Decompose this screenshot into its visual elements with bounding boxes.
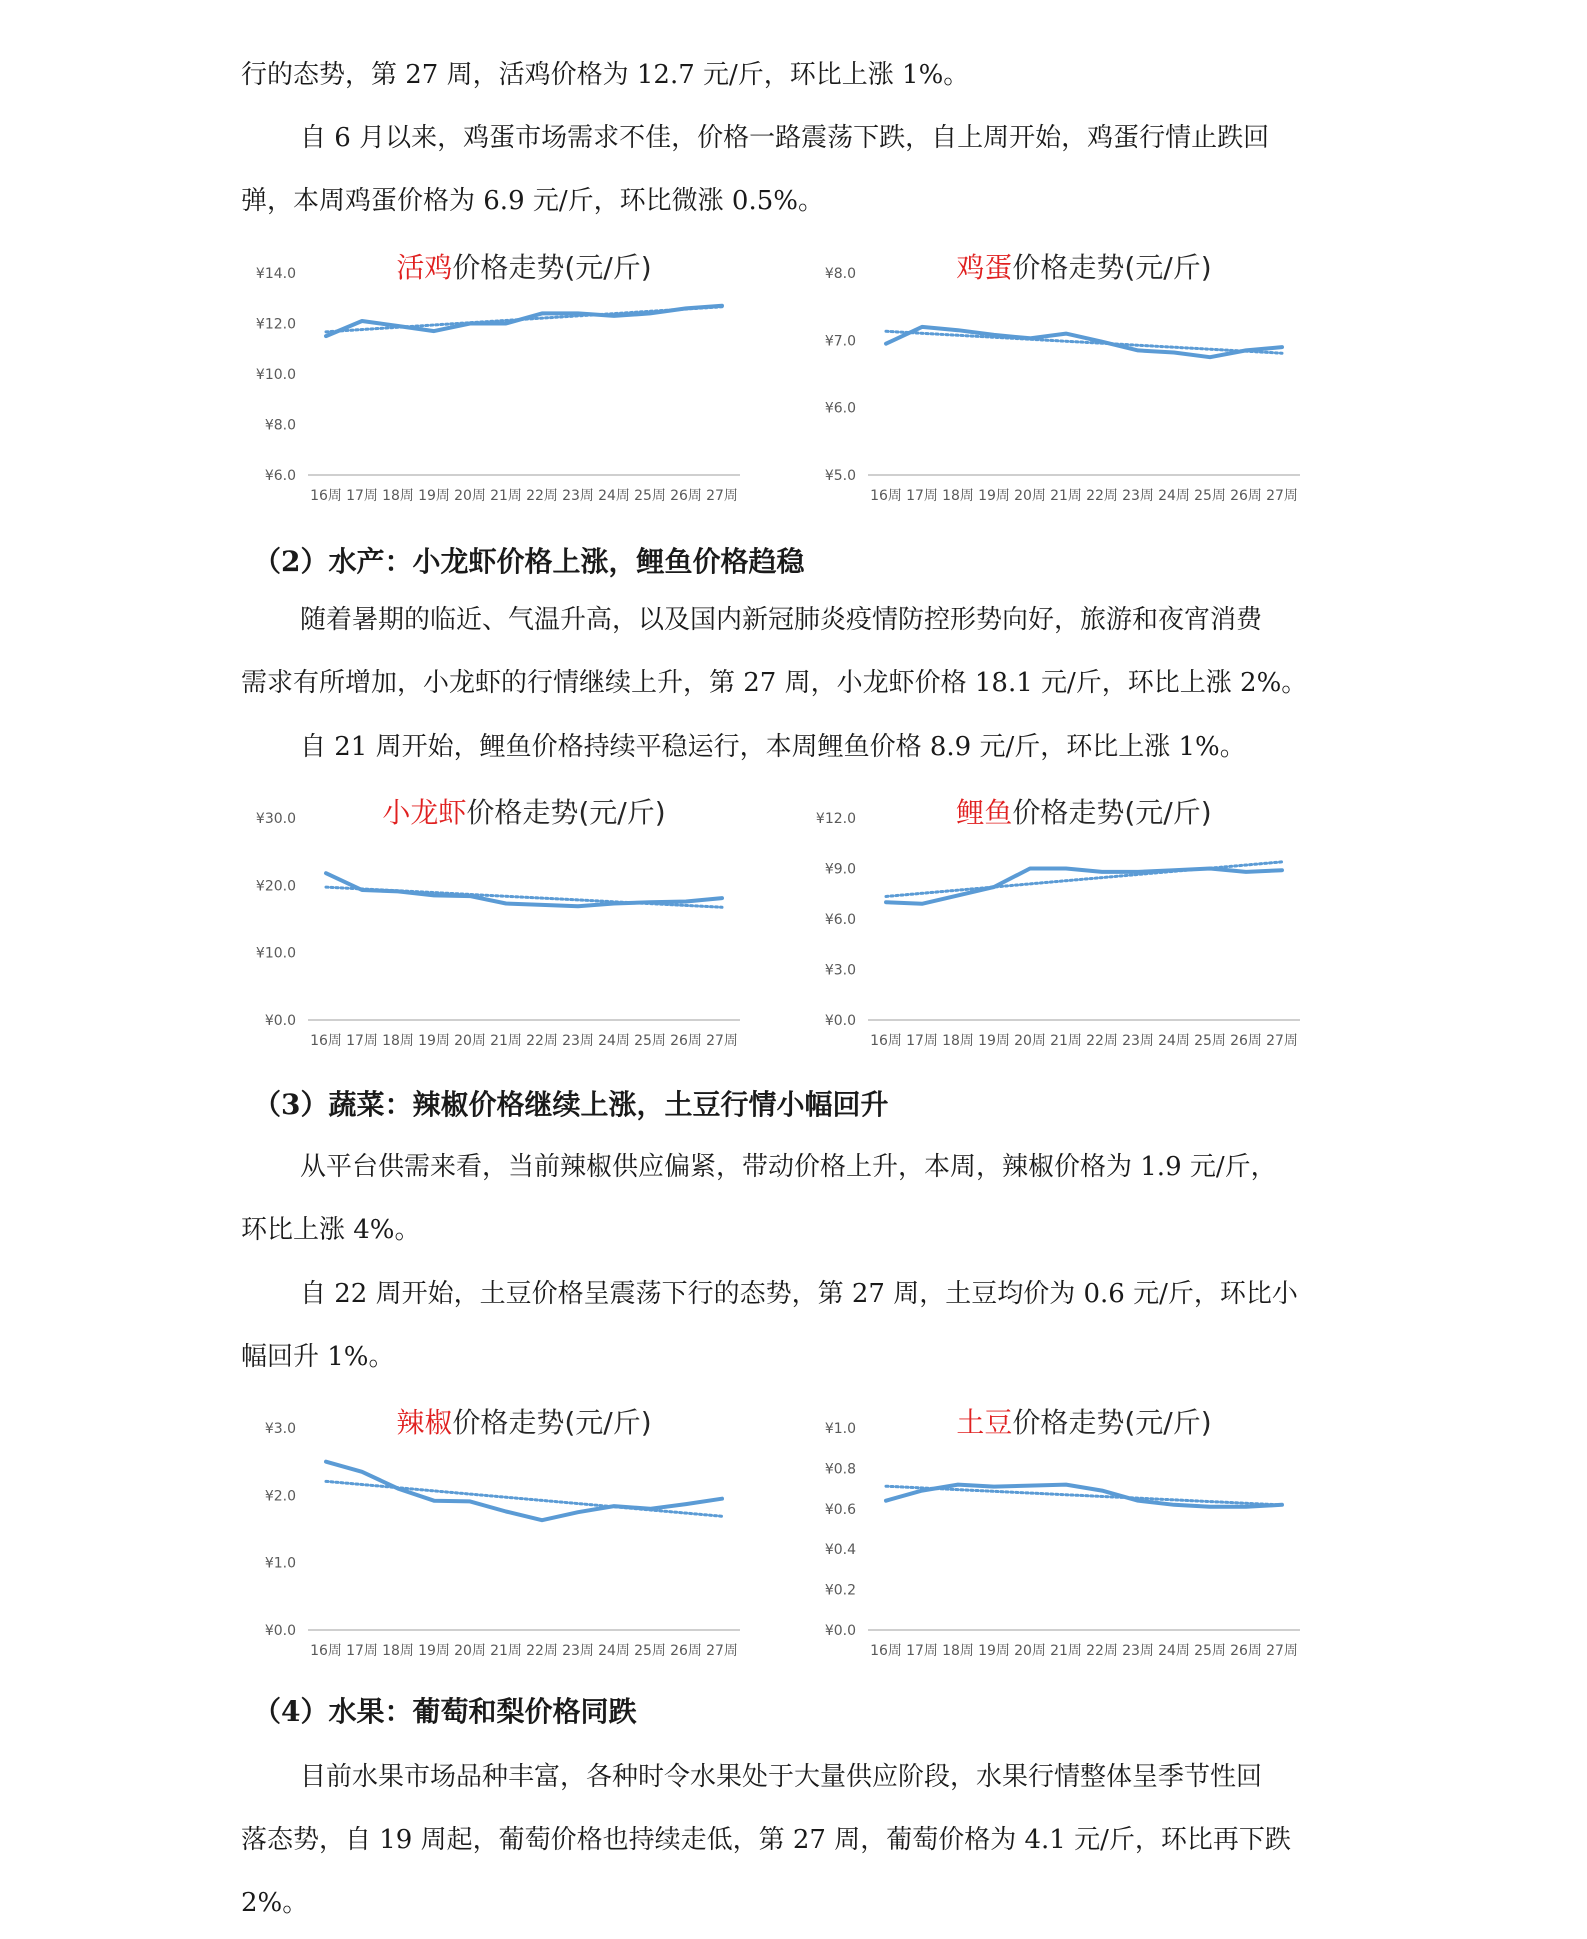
x-tick-label: 26周: [1230, 1643, 1262, 1659]
chart-title-highlight: 活鸡: [396, 251, 453, 284]
x-tick-label: 27周: [1266, 1643, 1298, 1659]
x-tick-label: 25周: [634, 488, 666, 504]
x-tick-label: 16周: [870, 1643, 902, 1659]
x-tick-label: 22周: [526, 488, 558, 504]
x-tick-label: 25周: [634, 1033, 666, 1049]
chart-title: [956, 796, 1211, 829]
y-tick-label: ¥0.8: [824, 1461, 856, 1478]
text-line: 需求有所增加，小龙虾的行情继续上升，第 27 周，小龙虾价格 18.1 元/斤，环比上涨 2%。: [241, 668, 1308, 698]
x-tick-label: 23周: [1122, 1033, 1154, 1049]
x-tick-label: 19周: [978, 1033, 1010, 1049]
y-tick-label: ¥1.0: [824, 1421, 856, 1437]
chart-eggs: [800, 245, 1320, 520]
x-tick-label: 22周: [1086, 1033, 1118, 1049]
x-tick-label: 22周: [1086, 1643, 1118, 1659]
x-tick-label: 22周: [1086, 488, 1118, 504]
chart-live-chicken: [240, 245, 760, 520]
text-line: 落态势，自 19 周起，葡萄价格也持续走低，第 27 周，葡萄价格为 4.1 元/斤，环比再下跌: [241, 1825, 1291, 1855]
data-series-line: [886, 869, 1282, 904]
x-tick-label: 21周: [490, 1033, 522, 1049]
x-tick-label: 19周: [418, 1033, 450, 1049]
y-tick-label: ¥6.0: [824, 400, 856, 417]
chart-title-highlight: 鲤鱼: [956, 796, 1013, 829]
chart-title-rest: 价格走势(元/斤): [1012, 796, 1212, 829]
x-tick-label: 20周: [454, 488, 486, 504]
x-tick-label: 17周: [906, 1643, 938, 1659]
y-tick-label: ¥1.0: [264, 1555, 296, 1572]
x-tick-label: 21周: [1050, 1643, 1082, 1659]
chart-title-rest: 价格走势(元/斤): [1012, 1406, 1212, 1439]
y-tick-label: ¥30.0: [255, 811, 296, 827]
trendline: [886, 862, 1282, 897]
x-tick-label: 23周: [1122, 488, 1154, 504]
x-tick-label: 20周: [1014, 1033, 1046, 1049]
x-tick-label: 26周: [670, 1643, 702, 1659]
x-tick-label: 24周: [1158, 1643, 1190, 1659]
y-tick-label: ¥0.6: [824, 1501, 856, 1518]
x-tick-label: 20周: [1014, 1643, 1046, 1659]
x-tick-label: 16周: [310, 488, 342, 504]
x-tick-label: 24周: [598, 1643, 630, 1659]
trendline: [326, 1481, 722, 1516]
x-tick-label: 20周: [454, 1643, 486, 1659]
x-tick-label: 24周: [1158, 1033, 1190, 1049]
y-tick-label: ¥0.2: [824, 1582, 856, 1599]
chart-title: [956, 251, 1211, 284]
x-tick-label: 27周: [1266, 1033, 1298, 1049]
x-tick-label: 18周: [942, 1033, 974, 1049]
x-tick-label: 25周: [1194, 1643, 1226, 1659]
x-tick-label: 23周: [562, 1643, 594, 1659]
x-tick-label: 21周: [1050, 1033, 1082, 1049]
y-tick-label: ¥12.0: [815, 811, 856, 827]
x-tick-label: 21周: [490, 488, 522, 504]
x-tick-label: 27周: [706, 1033, 738, 1049]
chart-title-highlight: 鸡蛋: [956, 251, 1013, 284]
y-tick-label: ¥0.0: [264, 1013, 296, 1029]
x-tick-label: 17周: [346, 1033, 378, 1049]
chart-title-highlight: 小龙虾: [382, 796, 467, 829]
y-tick-label: ¥0.0: [824, 1623, 856, 1639]
x-tick-label: 17周: [346, 1643, 378, 1659]
chart-title-rest: 价格走势(元/斤): [452, 1406, 652, 1439]
trendline: [886, 331, 1282, 353]
y-tick-label: ¥3.0: [264, 1421, 296, 1437]
y-tick-label: ¥2.0: [264, 1488, 296, 1505]
x-tick-label: 25周: [1194, 488, 1226, 504]
x-tick-label: 18周: [382, 1033, 414, 1049]
x-tick-label: 27周: [1266, 488, 1298, 504]
section-heading-fruits: （4）水果：葡萄和梨价格同跌: [253, 1695, 637, 1728]
x-tick-label: 19周: [978, 488, 1010, 504]
x-tick-label: 24周: [598, 488, 630, 504]
x-tick-label: 17周: [906, 488, 938, 504]
x-tick-label: 18周: [942, 1643, 974, 1659]
text-line: 目前水果市场品种丰富，各种时令水果处于大量供应阶段，水果行情整体呈季节性回: [300, 1762, 1263, 1792]
x-tick-label: 16周: [870, 488, 902, 504]
data-series-line: [326, 306, 722, 336]
x-tick-label: 17周: [906, 1033, 938, 1049]
y-tick-label: ¥12.0: [255, 316, 296, 333]
x-tick-label: 27周: [706, 488, 738, 504]
y-tick-label: ¥0.0: [824, 1013, 856, 1029]
section-heading-vegetables: （3）蔬菜：辣椒价格继续上涨，土豆行情小幅回升: [253, 1088, 889, 1121]
x-tick-label: 21周: [490, 1643, 522, 1659]
y-tick-label: ¥20.0: [255, 878, 296, 895]
text-line: 环比上涨 4%。: [241, 1215, 421, 1245]
x-tick-label: 18周: [942, 488, 974, 504]
x-tick-label: 16周: [310, 1033, 342, 1049]
y-tick-label: ¥3.0: [824, 962, 856, 979]
x-tick-label: 24周: [598, 1033, 630, 1049]
x-tick-label: 18周: [382, 1643, 414, 1659]
chart-title: [382, 796, 665, 829]
y-tick-label: ¥9.0: [824, 861, 856, 878]
x-tick-label: 26周: [670, 488, 702, 504]
chart-title: [396, 251, 651, 284]
chart-title-highlight: 土豆: [956, 1406, 1013, 1439]
text-line: 自 22 周开始，土豆价格呈震荡下行的态势，第 27 周，土豆均价为 0.6 元/斤，环比小: [300, 1279, 1298, 1309]
x-tick-label: 25周: [1194, 1033, 1226, 1049]
y-tick-label: ¥8.0: [264, 417, 296, 434]
chart-chili: [240, 1400, 760, 1675]
chart-title-rest: 价格走势(元/斤): [466, 796, 666, 829]
y-tick-label: ¥8.0: [824, 266, 856, 282]
chart-crayfish: [240, 790, 760, 1065]
data-series-line: [326, 873, 722, 906]
y-tick-label: ¥7.0: [824, 333, 856, 350]
y-tick-label: ¥10.0: [255, 367, 296, 383]
x-tick-label: 21周: [1050, 488, 1082, 504]
x-tick-label: 19周: [978, 1643, 1010, 1659]
x-tick-label: 23周: [562, 488, 594, 504]
y-tick-label: ¥14.0: [255, 266, 296, 282]
text-line: 幅回升 1%。: [241, 1342, 395, 1372]
text-line: 从平台供需来看，当前辣椒供应偏紧，带动价格上升，本周，辣椒价格为 1.9 元/斤，: [300, 1152, 1277, 1182]
y-tick-label: ¥10.0: [255, 945, 296, 962]
x-tick-label: 19周: [418, 488, 450, 504]
x-tick-label: 23周: [1122, 1643, 1154, 1659]
y-tick-label: ¥0.4: [824, 1542, 856, 1559]
x-tick-label: 20周: [1014, 488, 1046, 504]
chart-title: [396, 1406, 651, 1439]
x-tick-label: 26周: [670, 1033, 702, 1049]
x-tick-label: 16周: [870, 1033, 902, 1049]
chart-carp: [800, 790, 1320, 1065]
x-tick-label: 20周: [454, 1033, 486, 1049]
y-tick-label: ¥5.0: [824, 468, 856, 484]
text-line: 行的态势，第 27 周，活鸡价格为 12.7 元/斤，环比上涨 1%。: [241, 60, 970, 90]
text-line: 自 6 月以来，鸡蛋市场需求不佳，价格一路震荡下跌，自上周开始，鸡蛋行情止跌回: [300, 123, 1270, 153]
section-heading-aquatic: （2）水产：小龙虾价格上涨，鲤鱼价格趋稳: [253, 545, 805, 578]
chart-title-rest: 价格走势(元/斤): [452, 251, 652, 284]
x-tick-label: 18周: [382, 488, 414, 504]
x-tick-label: 26周: [1230, 1033, 1262, 1049]
y-tick-label: ¥6.0: [824, 912, 856, 928]
x-tick-label: 17周: [346, 488, 378, 504]
x-tick-label: 22周: [526, 1643, 558, 1659]
text-line: 弹，本周鸡蛋价格为 6.9 元/斤，环比微涨 0.5%。: [241, 186, 824, 216]
x-tick-label: 23周: [562, 1033, 594, 1049]
x-tick-label: 25周: [634, 1643, 666, 1659]
text-line: 随着暑期的临近、气温升高，以及国内新冠肺炎疫情防控形势向好，旅游和夜宵消费: [300, 605, 1263, 635]
chart-potato: [800, 1400, 1320, 1675]
x-tick-label: 16周: [310, 1643, 342, 1659]
text-line: 2%。: [241, 1888, 309, 1918]
y-tick-label: ¥6.0: [264, 468, 296, 484]
x-tick-label: 27周: [706, 1643, 738, 1659]
x-tick-label: 26周: [1230, 488, 1262, 504]
x-tick-label: 22周: [526, 1033, 558, 1049]
chart-title-highlight: 辣椒: [396, 1406, 453, 1439]
chart-title: [956, 1406, 1211, 1439]
text-line: 自 21 周开始，鲤鱼价格持续平稳运行，本周鲤鱼价格 8.9 元/斤，环比上涨 1%。: [300, 732, 1246, 762]
chart-title-rest: 价格走势(元/斤): [1012, 251, 1212, 284]
x-tick-label: 19周: [418, 1643, 450, 1659]
x-tick-label: 24周: [1158, 488, 1190, 504]
y-tick-label: ¥0.0: [264, 1623, 296, 1639]
